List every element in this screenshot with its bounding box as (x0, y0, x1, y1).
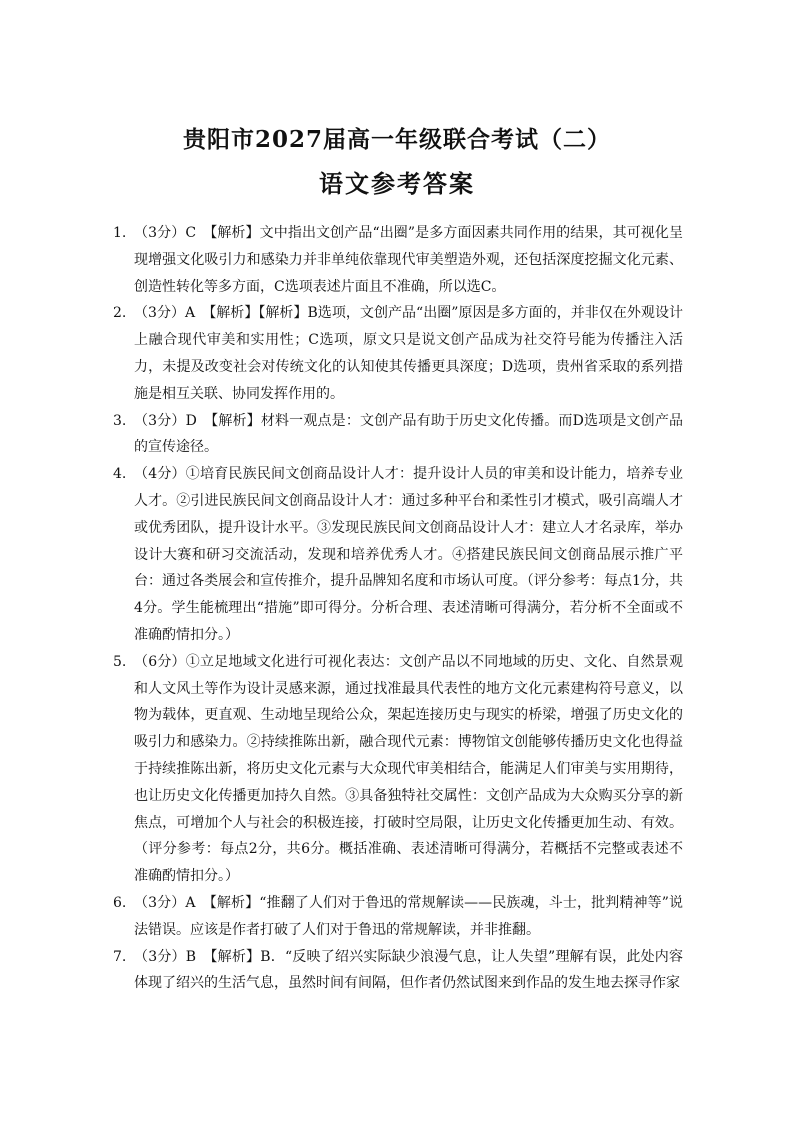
answer-list (113, 220, 683, 997)
answer-text: （4分）①培育民族民间文创商品设计人才：提升设计人员的审美和设计能力，培养专业人才。②引进民族民间文创商品设计人才：通过多种平台和柔性引才模式，吸引高端人才或优秀团队，提升设计水平。③发现民族民间文创商品设计人才：建立人才名录库，举办设计大赛和研习交流活动，发现和培养优秀人才。④搭建民族民间文创商品展示推广平台：通过各类展会和宣传推介，提升品牌知名度和市场认可度。（评分参考：每点1分，共4分。学生能梳理出“措施”即可得分。分析合理、表述清晰可得满分，若分析不全面或不准确酌情扣分。） (134, 466, 683, 643)
answer-item-6 (113, 890, 683, 944)
answer-number: 1. (113, 225, 127, 241)
page-title: 贵阳市2027届高一年级联合考试（二） (182, 126, 611, 153)
answer-item-5 (113, 649, 683, 890)
answer-item-7 (113, 944, 683, 998)
answer-item-4 (113, 461, 683, 649)
answer-text: （3分）B 【解析】B．“反映了绍兴实际缺少浪漫气息，让人失望”理解有误，此处内容体现了绍兴的生活气息，虽然时间有间隔，但作者仍然试图来到作品的发生地去探寻作家 (134, 948, 683, 992)
answer-text: （3分）C 【解析】文中指出文创产品“出圈”是多方面因素共同作用的结果，其可视化呈现增强文化吸引力和感染力并非单纯依靠现代审美塑造外观，还包括深度挖掘文化元素、创造性转化等多方面，C选项表述片面且不准确，所以选C。 (134, 225, 683, 295)
answer-number: 6. (113, 894, 127, 911)
answer-text: （3分）D 【解析】材料一观点是：文创产品有助于历史文化传播。而D选项是文创产品的宣传途径。 (134, 412, 683, 456)
answer-number: 2. (113, 305, 127, 322)
page-subtitle: 语文参考答案 (319, 169, 475, 198)
answer-item-3 (113, 408, 683, 462)
answer-text: （6分）①立足地域文化进行可视化表达：文创产品以不同地域的历史、文化、自然景观和人文风土等作为设计灵感来源，通过找准最具代表性的地方文化元素建构符号意义，以物为载体，更直观、生动地呈现给公众，架起连接历史与现实的桥梁，增强了历史文化的吸引力和感染力。②持续推陈出新，融合现代元素：博物馆文创能够传播历史文化也得益于持续推陈出新，将历史文化元素与大众现代审美相结合，能满足人们审美与实用期待，也让历史文化传播更加持久自然。③具备独特社交属性：文创产品成为大众购买分享的新焦点，可增加个人与社会的积极连接，打破时空局限，让历史文化传播更加生动、有效。（评分参考：每点2分，共6分。概括准确、表述清晰可得满分，若概括不完整或表述不准确酌情扣分。） (134, 653, 683, 885)
answer-number: 5. (113, 653, 127, 670)
answer-text: （3分）A 【解析】【解析】B选项，文创产品“出圈”原因是多方面的，并非仅在外观设计上融合现代审美和实用性；C选项，原文只是说文创产品成为社交符号能为传播注入活力，未提及改变社会对传统文化的认知使其传播更具深度；D选项，贵州省采取的系列措施是相互关联、协同发挥作用的。 (134, 305, 683, 402)
answer-text: （3分）A 【解析】“推翻了人们对于鲁迅的常规解读——民族魂，斗士，批判精神等”说法错误。应该是作者打破了人们对于鲁迅的常规解读，并非推翻。 (134, 894, 683, 938)
answer-number: 7. (113, 948, 127, 965)
answer-item-1 (113, 220, 683, 300)
answer-number: 3. (113, 412, 127, 429)
answer-item-2 (113, 300, 683, 407)
answer-number: 4. (113, 466, 127, 483)
